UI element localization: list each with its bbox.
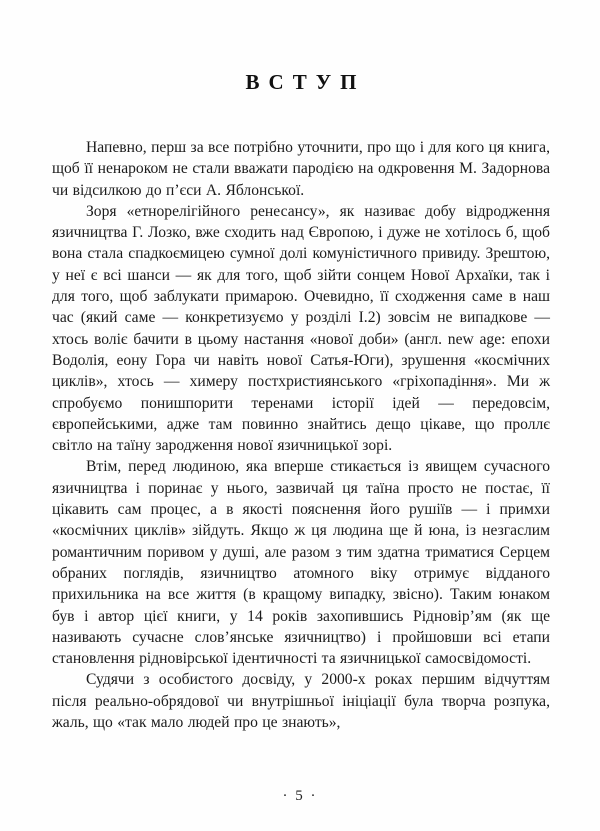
body-text (52, 137, 550, 733)
paragraph-3: Втім, перед людиною, яка вперше стикається із явищем сучасного язичництва і поринає у нього, зазвичай ця таїна просто не постає, її цікавить сам процес, а в якості пояснення його рушіїв — і примхи «космічних циклів» зійдуть. Якщо ж ця людина ще й юна, із незгаслим романтичним поривом у душі, але разом з тим здатна триматися Серцем обраних поглядів, язичництво атомного віку отримує відданого прихильника на все життя (в кращому випадку, звісно). Таким юнаком був і автор цієї книги, у 14 років захопившись Рідновір’ям (як ще називають сучасне слов’янське язичництво) і пройшовши всі етапи становлення рідновірської ідентичності та язичницької самосвідомості. (52, 458, 550, 668)
paragraph-1: Напевно, перш за все потрібно уточнити, про що і для кого ця книга, щоб її ненароком не стали вважати пародією на одкровення М. Задорнова чи відсилкою до п’єси А. Яблонської. (52, 139, 550, 199)
paragraph-4: Судячи з особистого досвіду, у 2000-х роках першим відчуттям після реально-обрядової чи внутрішньої ініціації була творча розпука, жаль, що «так мало людей про це знають», (52, 671, 550, 732)
page-number: · 5 · (282, 788, 318, 804)
chapter-title: ВСТУП (245, 70, 366, 94)
paragraph-2: Зоря «етнорелігійного ренесансу», як називає добу відродження язичництва Г. Лозко, вже сходить над Європою, і дуже не хотілось б, щоб вона стала спадкоємицею сумної долі комуністичного привиду. Зрештою, у неї є всі шанси — як для того, щоб зійти сонцем Нової Архаїки, так і для того, щоб заблукати примарою. Очевидно, її сходження саме в наш час (який саме — конкретизуємо у розділі I.2) зовсім не випадкове — хтось воліє бачити в цьому настання «нової доби» (англ. new age: епохи Водолія, еону Гора чи навіть нової Сатья-Юги), зрушення «космічних циклів», хтось — химеру постхристиянського «гріхопадіння». Ми ж спробуємо понишпорити теренами історії ідей — передовсім, європейськими, адже там повинно знайтись дещо цікаве, що проллє світло на таїну зародження нової язичницької зорі. (52, 202, 550, 455)
